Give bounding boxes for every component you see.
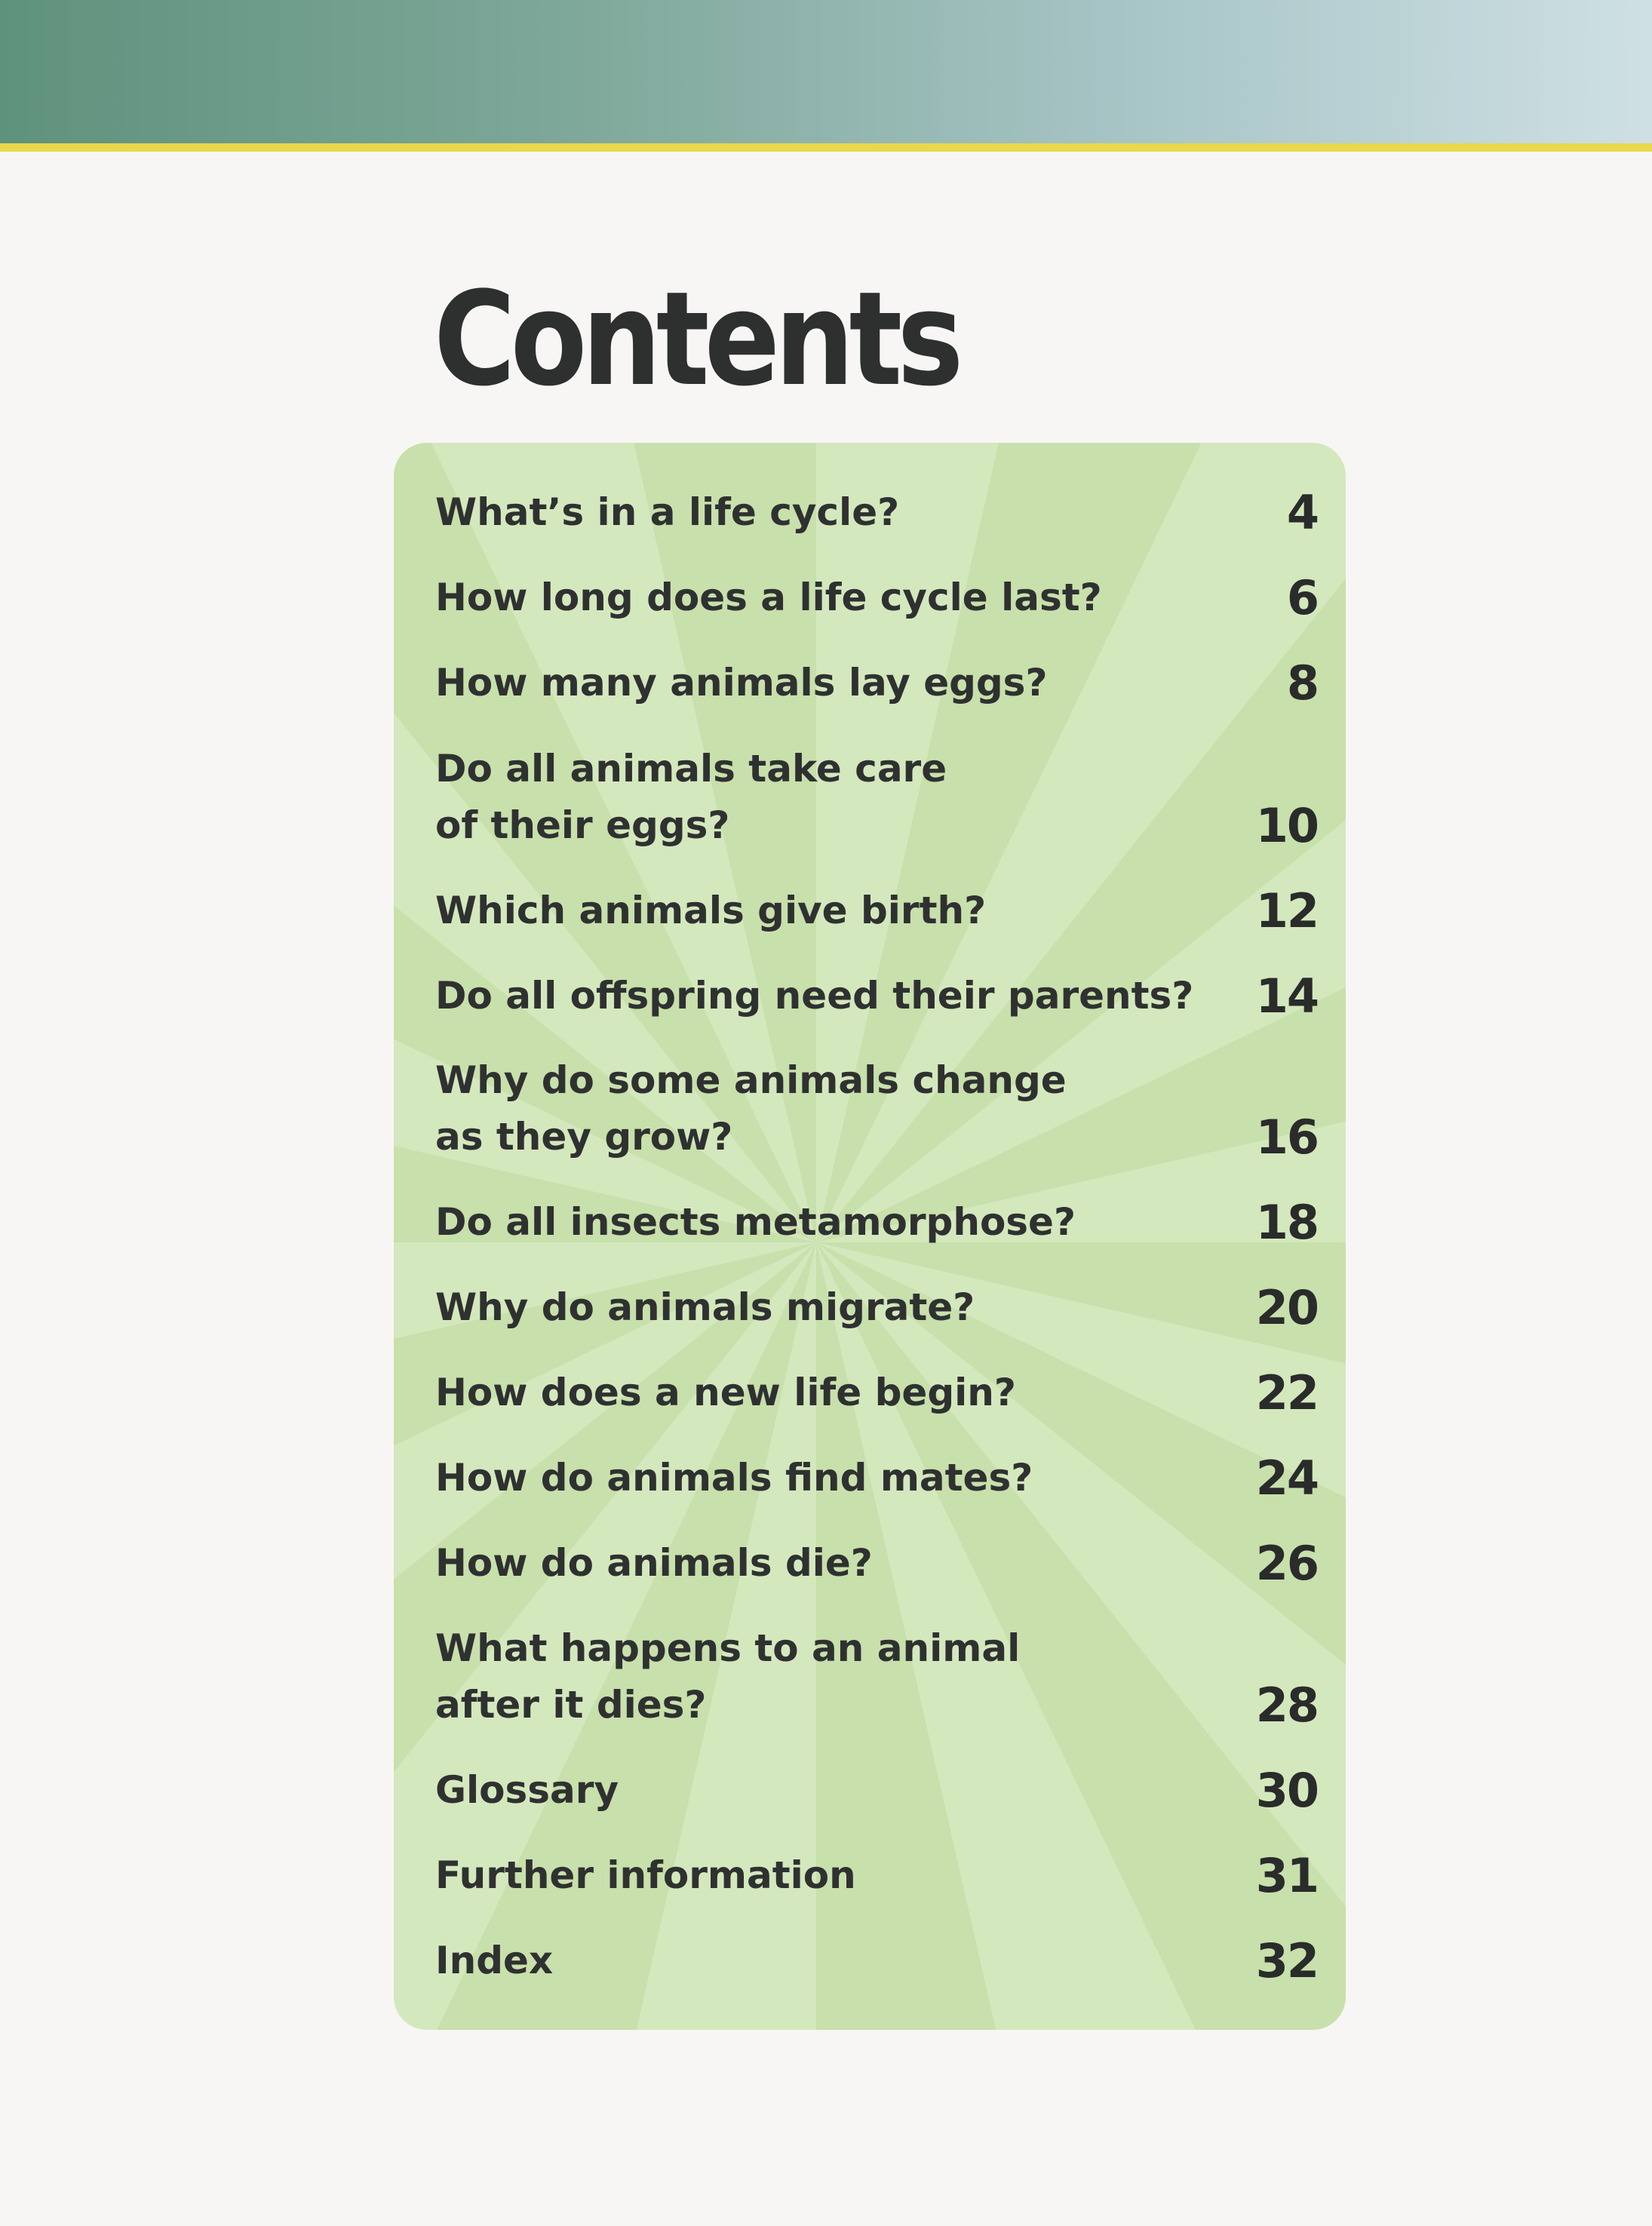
toc-entry[interactable]	[435, 871, 1318, 939]
toc-entry[interactable]	[435, 1751, 1318, 1819]
toc-entry-page: 16	[1255, 1110, 1318, 1165]
toc-entry-page: 30	[1255, 1763, 1318, 1818]
toc-entry-title: Index	[435, 1939, 554, 1982]
toc-entry-page: 8	[1286, 656, 1318, 711]
header-rule	[0, 143, 1652, 152]
toc-entry-title: Further information	[435, 1853, 856, 1897]
toc-entry-title: Do all offspring need their parents?	[435, 974, 1194, 1018]
toc-entry-title: How do animals find mates?	[435, 1456, 1033, 1500]
toc-entry-title: Why do some animals change as they grow?	[435, 1058, 1067, 1159]
toc-entry-title: How does a new life begin?	[435, 1371, 1016, 1414]
toc-entry[interactable]	[435, 558, 1318, 626]
toc-entry[interactable]	[435, 1041, 1318, 1165]
toc-entry-page: 10	[1255, 798, 1318, 853]
toc-entry[interactable]	[435, 1438, 1318, 1506]
toc-entry-title: Do all animals take care of their eggs?	[435, 747, 947, 847]
header-color-band	[0, 0, 1652, 143]
toc-entry-title: How do animals die?	[435, 1541, 873, 1585]
toc-entry-page: 6	[1286, 570, 1318, 625]
toc-entry-page: 4	[1286, 485, 1318, 540]
toc-entry-page: 31	[1255, 1848, 1318, 1903]
toc-list	[394, 443, 1346, 2030]
toc-entry[interactable]	[435, 1183, 1318, 1251]
toc-entry-page: 26	[1255, 1536, 1318, 1591]
toc-entry[interactable]	[435, 956, 1318, 1024]
toc-entry[interactable]	[435, 643, 1318, 711]
toc-entry-title: Why do animals migrate?	[435, 1285, 975, 1329]
toc-entry-page: 22	[1255, 1365, 1318, 1420]
toc-entry-page: 12	[1255, 883, 1318, 938]
page-title: Contents	[434, 263, 959, 415]
toc-entry[interactable]	[435, 1609, 1318, 1733]
toc-entry[interactable]	[435, 1268, 1318, 1336]
toc-entry[interactable]	[435, 473, 1318, 541]
contents-panel	[394, 443, 1346, 2030]
toc-entry-title: What happens to an animal after it dies?	[435, 1626, 1021, 1727]
toc-entry-page: 24	[1255, 1451, 1318, 1506]
toc-entry-page: 18	[1255, 1195, 1318, 1250]
toc-entry-title: Do all insects metamorphose?	[435, 1200, 1076, 1244]
toc-entry-page: 14	[1255, 969, 1318, 1024]
toc-entry[interactable]	[435, 1921, 1318, 1989]
toc-entry-page: 20	[1255, 1280, 1318, 1335]
toc-entry[interactable]	[435, 729, 1318, 854]
toc-entry[interactable]	[435, 1836, 1318, 1904]
toc-entry-title: Glossary	[435, 1768, 619, 1812]
toc-entry[interactable]	[435, 1353, 1318, 1421]
toc-entry-page: 28	[1255, 1678, 1318, 1733]
toc-entry-title: What’s in a life cycle?	[435, 490, 900, 534]
toc-entry[interactable]	[435, 1524, 1318, 1592]
toc-entry-title: How many animals lay eggs?	[435, 661, 1048, 705]
toc-entry-title: How long does a life cycle last?	[435, 576, 1102, 619]
toc-entry-title: Which animals give birth?	[435, 889, 987, 932]
toc-entry-page: 32	[1255, 1933, 1318, 1988]
